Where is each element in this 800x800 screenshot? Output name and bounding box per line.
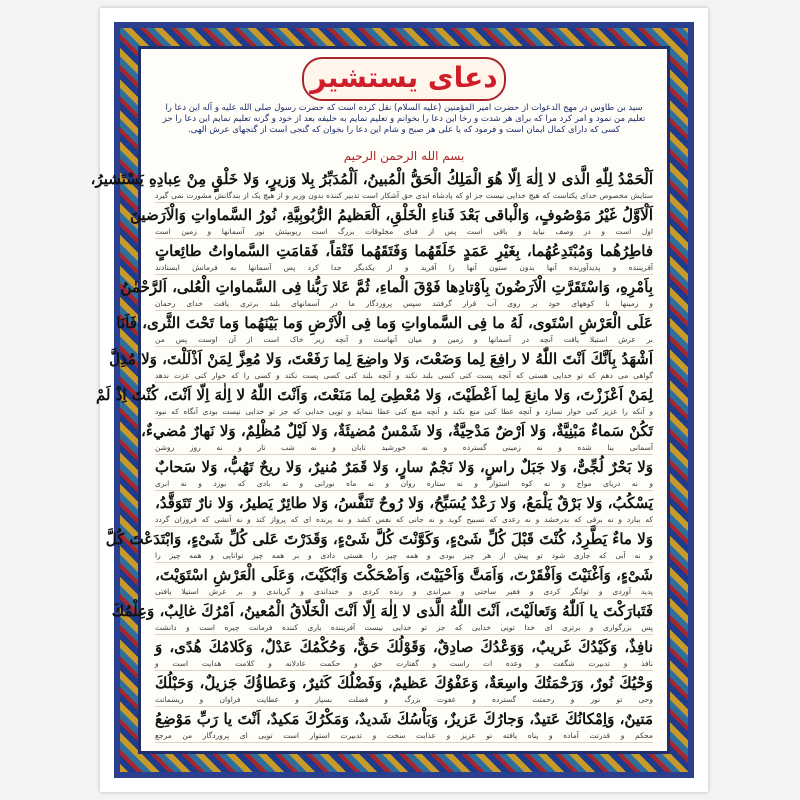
arabic-text: عَلَى الْعَرْشِ اسْتَوى، لَهُ ما فِى السَّماواتِ وَما فِى الْاَرْضِ وَما بَيْنَهُما وَما تَحْتَ الثَّرى، فَاَنَا	[116, 314, 653, 332]
arabic-text: تَكُنْ سَماءٌ مَبْنِيَّةٌ، وَلا اَرْضٌ مَدْحِيَّةٌ، وَلا شَمْسٌ مُضيئَةٌ، وَلا لَيْلٌ مُظْلِمٌ، وَلا نَهارٌ مُضيءٌ،	[141, 422, 653, 440]
persian-translation: نافذ و تدبیرت شگفت و وعده ات راست و گفتارت حق و حکمت عادلانه و کلامت هدایت است و	[155, 659, 653, 668]
arabic-text: وَحْيُكَ نُورٌ، وَرَحْمَتُكَ واسِعَةٌ، وَعَفْوُكَ عَظيمٌ، وَفَضْلُكَ كَثيرٌ، وَعَطاؤُكَ جَزيلٌ، وَحَبْلُكَ	[155, 674, 653, 692]
arabic-text: شَىْءٍ، وَاَغْنَيْتَ وَاَفْقَرْتَ، وَاَمَتَّ وَاَحْيَيْتَ، وَاَضْحَكْتَ وَاَبْكَيْتَ، وَعَلَى الْعَرْشِ اسْتَوَيْتَ،	[155, 566, 653, 584]
persian-translation: که ببارد و نه برقی که بدرخشد و نه رعدی که تسبیح گوید و نه جانی که نفس کشد و نه پرنده ای که پرواز کند و نه آتشی که فروزان گردد	[155, 515, 653, 524]
prayer-line	[155, 671, 653, 707]
arabic-text: بِاَمْرِهِ، وَاسْتَقَرَّتِ الْاَرَضُونَ بِاَوْتادِها فَوْقَ الْماءِ، ثُمَّ عَلا رَبُّنا فِى السَّماواتِ الْعُلى، اَلرَّحْمٰنُ	[120, 278, 653, 296]
persian-translation: پدید آوردی و توانگر کردی و فقیر ساختی و میراندی و زنده کردی و خنداندی و گریاندی و بر عرش استیلا یافتی	[155, 587, 653, 596]
persian-translation: آفریننده و پدیدآورنده آنها بدون ستون آنها را آفرید و از یکدیگر جدا کرد پس آسمانها به فرمانش ایستادند	[155, 263, 653, 272]
arabic-text: مَتينٌ، وَاِمْكانُكَ عَتيدٌ، وَجارُكَ عَزيزٌ، وَبَاْسُكَ شَديدٌ، وَمَكْرُكَ مَكيدٌ، اَنْتَ يا رَبِّ مَوْضِعُ	[155, 710, 653, 728]
arabic-text: نافِذٌ، وَكَيْدُكَ غَريبٌ، وَوَعْدُكَ صادِقٌ، وَقَوْلُكَ حَقٌّ، وَحُكْمُكَ عَدْلٌ، وَكَلامُكَ هُدًى، وَ	[155, 638, 653, 656]
prayer-line	[155, 707, 653, 743]
persian-translation: و نه دریای مواج و نه کوه استوار و نه ستاره روان و نه ماه نورانی و نه بادی که بوزد و نه ابری	[155, 479, 653, 488]
prayer-line	[141, 419, 653, 455]
arabic-text: وَلا بَحْرٌ لُجِّىٌّ، وَلا جَبَلٌ راسٍ، وَلا نَجْمٌ سارٍ، وَلا قَمَرٌ مُنيرٌ، وَلا ريحٌ تَهُبُّ، وَلا سَحابٌ	[155, 458, 653, 476]
prayer-line	[130, 203, 653, 239]
persian-translation: و نه آبی که جاری شود تو پیش از هر چیز بودی و همه چیز را هستی دادی و بر همه چیز توانایی و همه چیز را	[155, 551, 653, 560]
prayer-line	[90, 167, 653, 203]
basmala: بسم الله الرحمن الرحیم	[343, 149, 465, 163]
persian-translation: آسمانی بنا شده و نه زمینی گسترده و نه خورشید تابان و نه شب تار و نه روز روشن	[155, 443, 653, 452]
arabic-text: فَتَبارَكْتَ يا اَللّٰهُ وَتَعالَيْتَ، اَنْتَ اللّٰهُ الَّذى لا اِلٰهَ اِلّا اَنْتَ الْخَلّاقُ الْمُعينُ، اَمْرُكَ غالِبٌ، وَعِلْمُكَ	[111, 602, 653, 620]
persian-translation: و زمینها با کوههای خود بر روی آب قرار گرفتند سپس پروردگار ما در آسمانهای بلند برتری یافت خدای رحمان	[155, 299, 653, 308]
persian-translation: وحی تو نور و رحمتت گسترده و عفوت بزرگ و فضلت بسیار و عطایت فراوان و ریسمانت	[155, 695, 653, 704]
ornamental-border	[90, 22, 694, 778]
persian-translation: گواهی می دهم که تو خدایی هستی که آنچه پست کنی کسی بلند نکند و آنچه بلند کنی کسی پست نکند و کسی را که خوار کنی عزت ندهد	[155, 371, 653, 380]
persian-translation: محکم و قدرتت آماده و پناه یافته تو عزیز و عذابت سخت و تدبیرت استوار است تویی ای پروردگار من مرجع	[155, 731, 653, 740]
prayer-line	[95, 383, 653, 419]
prayer-line	[155, 239, 653, 275]
arabic-text: فاطِرُهُما وَمُبْتَدِعُهُما، بِغَيْرِ عَمَدٍ خَلَقَهُما وَفَتَقَهُما فَتْقاً، فَقامَتِ السَّماواتُ طائِعاتٍ	[155, 242, 653, 260]
arabic-text: اَلْحَمْدُ لِلّٰهِ الَّذى لا اِلٰهَ اِلّا هُوَ الْمَلِكُ الْحَقُّ الْمُبينُ، اَلْمُدَبِّرُ بِلا وَزيرٍ، وَلا خَلْقٍ مِنْ عِبادِهِ يَسْتَشيرُ،	[90, 170, 653, 188]
persian-translation: و آنکه را عزیز کنی خوار نسازد و آنچه عطا کنی منع نکند و آنچه منع کنی عطا ننماید و تویی خدایی که جز تو خدایی نیست بودی آنگاه که نبود	[155, 407, 653, 416]
prayer-line	[116, 311, 653, 347]
persian-translation: ستايش مخصوص خدای یکتاست که هیچ خدایی نیست جز او که پادشاه ابدی حق آشکار است تدبیر کننده بدون وزیر و از هیچ یک از بندگانش مشورت نمی گیرد	[155, 191, 653, 200]
prayer-line	[120, 275, 653, 311]
prayer-line	[155, 563, 653, 599]
arabic-text: وَلا ماءٌ يَطَّرِدُ، كُنْتَ قَبْلَ كُلِّ شَىْءٍ، وَكَوَّنْتَ كُلَّ شَىْءٍ، وَقَدَرْتَ عَلى كُلِّ شَىْءٍ، وَابْتَدَعْتَ كُلَّ	[105, 530, 653, 548]
prayer-title: دعای یستشیر	[302, 57, 506, 101]
text-panel	[90, 46, 670, 754]
persian-translation: اول است و در وصف نیاید و باقی است پس از فنای مخلوقات بزرگ است ربوبیتش نور آسمانها و زمین است	[155, 227, 653, 236]
arabic-text: لِمَنْ اَعْزَزْتَ، وَلا مانِعَ لِما اَعْطَيْتَ، وَلا مُعْطِىَ لِما مَنَعْتَ، وَاَنْتَ اللّٰهُ لا اِلٰهَ اِلّا اَنْتَ، كُنْتَ اِذْ لَمْ	[95, 386, 653, 404]
arabic-text: اَشْهَدُ بِاَنَّكَ اَنْتَ اللّٰهُ لا رافِعَ لِما وَضَعْتَ، وَلا واضِعَ لِما رَفَعْتَ، وَلا مُعِزَّ لِمَنْ اَذْلَلْتَ، وَلا مُذِلَّ	[109, 350, 653, 368]
prayer-line	[155, 455, 653, 491]
persian-translation: پس بزرگواری و برتری ای خدا تویی خدایی که جز تو خدایی نیست آفریننده یاری کننده فرمانت چیره است و دانشت	[155, 623, 653, 632]
prayer-line	[111, 599, 653, 635]
prayer-lines	[90, 167, 653, 741]
arabic-text: يَسْكُبُ، وَلا بَرْقٌ يَلْمَعُ، وَلا رَعْدٌ يُسَبِّحُ، وَلا رُوحٌ تَنَفَّسُ، وَلا طائِرٌ يَطيرُ، وَلا نارٌ تَتَوَقَّدُ،	[155, 494, 653, 512]
prayer-line	[155, 635, 653, 671]
intro-text: سید بن طاوس در مهج الدعوات از حضرت امیر المؤمنین (علیه السلام) نقل کرده است که حضرت رسول صلی الله علیه و آله این دعا را تعلیم من نمود و امر کرد مرا که براى هر شدت و رخا این دعا را بخوانم و تعلیم نمایم به خلیفه بعد از خود و گرنه تعلیم نمایم این دعا را جز کسی که دارای کمال ایمان است و فرمود که یا علی هر صبح و شام این دعا را بخوان که گنجی است از گنجهای عرش الهی.	[162, 103, 646, 135]
prayer-line	[105, 527, 653, 563]
prayer-line	[109, 347, 653, 383]
arabic-text: اَلْاَوَّلُ غَيْرُ مَوْصُوفٍ، وَالْباقى بَعْدَ فَناءِ الْخَلْقِ، اَلْعَظيمُ الرُّبُوبِيَّةِ، نُورُ السَّماواتِ وَالْاَرَضينَ	[130, 206, 653, 224]
persian-translation: بر عرش استیلا یافت آنچه در آسمانها و زمین و میان آنهاست و آنچه زیر خاک است از آن اوست پس من	[155, 335, 653, 344]
poster-sheet	[90, 8, 708, 792]
prayer-line	[155, 491, 653, 527]
